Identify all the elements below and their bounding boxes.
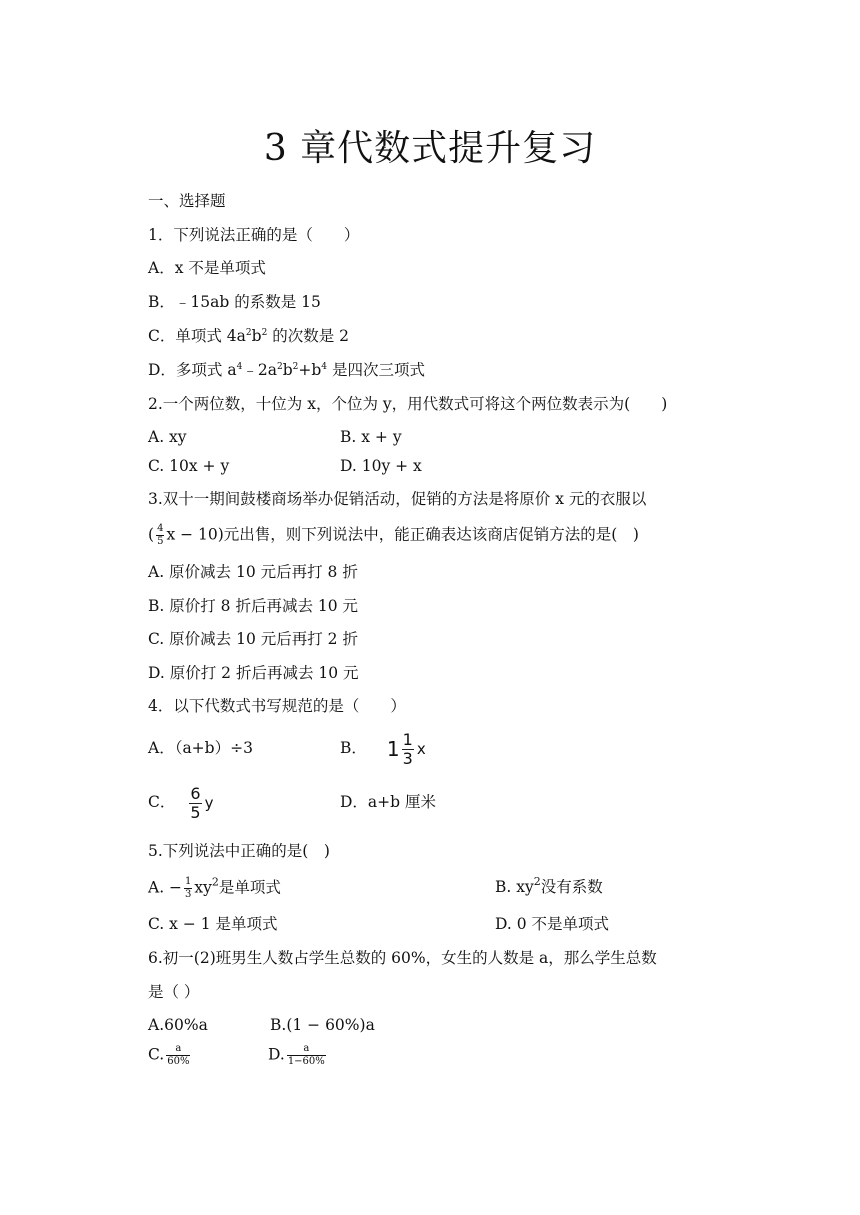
q4-option-b: B． 1 $\frac{1}{3}$ x [340, 729, 426, 768]
q2-option-c: C. 10x + y [148, 457, 230, 475]
q3-option-b: B. 原价打 8 折后再减去 10 元 [148, 597, 359, 615]
q6-option-d: D. $\frac{a}{1-60\%}$ [268, 1043, 325, 1067]
q6-option-c: C. $\frac{a}{60\%}$ [148, 1043, 190, 1067]
q2-option-b: B. x + y [340, 428, 402, 446]
q4-fraction-image: $\frac{6}{5}$ y [190, 783, 214, 822]
q4-option-d: D．a+b 厘米 [340, 793, 437, 811]
q6-option-a: A.60%a [148, 1016, 208, 1034]
q6-c-fraction: $\frac{a}{60\%}$ [167, 1043, 190, 1067]
q5-fraction: $\frac{1}{3}$ [185, 876, 192, 900]
section-heading: 一、选择题 [148, 192, 226, 210]
q3-option-c: C. 原价减去 10 元后再打 2 折 [148, 630, 358, 648]
q6-stem-line2: 是（ ） [148, 983, 200, 1001]
q4-option-c: C． $\frac{6}{5}$ y [148, 783, 214, 822]
q6-d-fraction: $\frac{a}{1-60\%}$ [287, 1043, 325, 1067]
q2-option-a: A. xy [148, 428, 187, 446]
q1-stem: 1．下列说法正确的是（ ） [148, 226, 360, 244]
q1-option-b: B．﹣15ab 的系数是 15 [148, 293, 321, 311]
q5-option-c: C. x − 1 是单项式 [148, 915, 278, 933]
q6-stem-line1: 6.初一(2)班男生人数占学生总数的 60%，女生的人数是 a，那么学生总数 [148, 949, 657, 967]
q1-option-d: D．多项式 $a^4﹣2a^2b^2+b^4$ 是四次三项式 [148, 361, 425, 379]
q3-option-d: D. 原价打 2 折后再减去 10 元 [148, 664, 359, 682]
q2-option-d: D. 10y + x [340, 457, 422, 475]
q5-option-a: A. − $\frac{1}{3}$ $xy^2$是单项式 [148, 875, 281, 900]
q5-option-b: B. $xy^2$没有系数 [495, 875, 603, 896]
q3-fraction: $\frac{4}{5}$ [157, 523, 164, 547]
q3-stem-line2: ( $\frac{4}{5}$ x − 10)元出售，则下列说法中，能正确表达该商店促销方法的是( ) [148, 523, 639, 547]
q1-option-a: A．x 不是单项式 [148, 259, 266, 277]
q2-stem: 2.一个两位数，十位为 x，个位为 y，用代数式可将这个两位数表示为( ) [148, 395, 668, 413]
q3-stem-line1: 3.双十一期间鼓楼商场举办促销活动，促销的方法是将原价 x 元的衣服以 [148, 490, 647, 508]
q5-stem: 5.下列说法中正确的是( ) [148, 842, 330, 860]
q4-mixed-number-image: 1 $\frac{1}{3}$ x [386, 729, 426, 768]
q5-option-d: D. 0 不是单项式 [495, 915, 610, 933]
q3-option-a: A. 原价减去 10 元后再打 8 折 [148, 563, 358, 581]
q4-stem: 4．以下代数式书写规范的是（ ） [148, 697, 406, 715]
page-title: 3 章代数式提升复习 [263, 128, 597, 169]
q6-option-b: B.(1 − 60%)a [270, 1016, 375, 1034]
q4-option-a: A．（a+b）÷3 [148, 739, 253, 757]
q1-option-c: C．单项式 $4a^2b^2$ 的次数是 2 [148, 327, 350, 345]
